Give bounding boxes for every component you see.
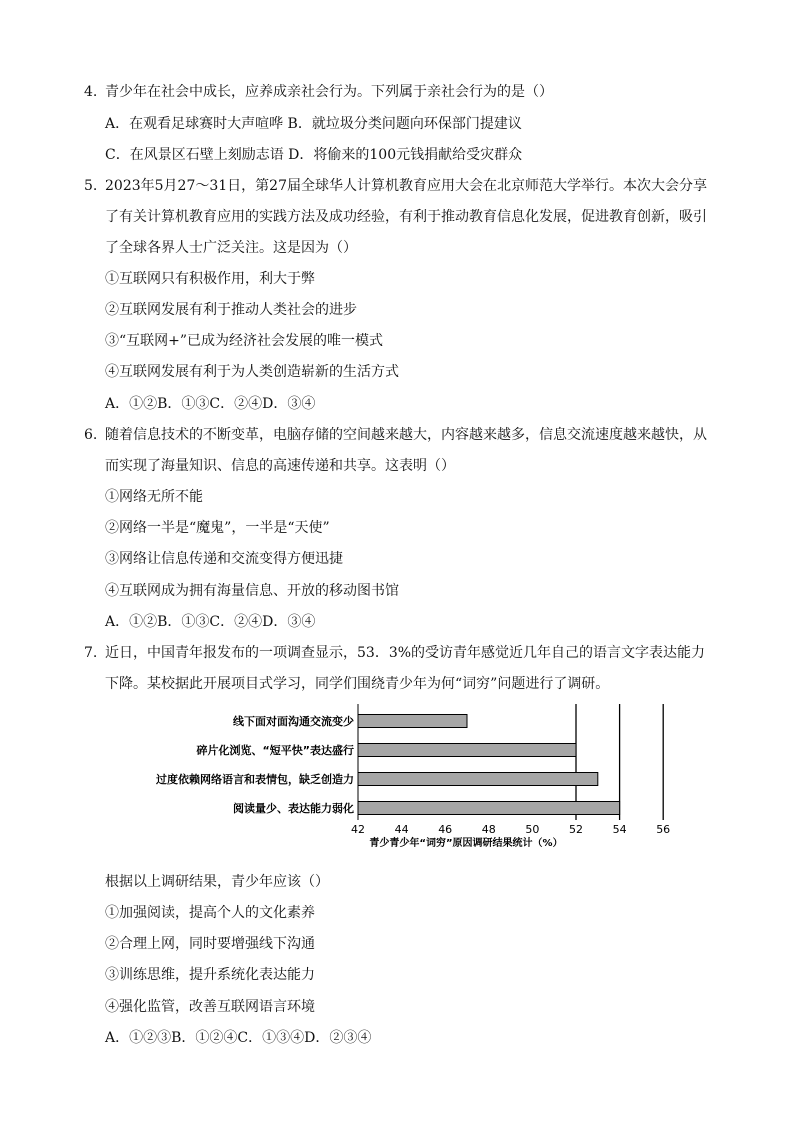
q7-stem-line-1: 7. 近日，中国青年报发布的一项调查显示，53．3%的受访青年感觉近几年自己的语言文字表达能力 [84, 645, 706, 661]
chart-x-tick-label: 52 [569, 823, 583, 836]
q4-options-cd: C．在风景区石壁上刻励志语 D．将偷来的100元钱捐献给受灾群众 [105, 147, 523, 163]
chart-category-label: 阅读量少、表达能力弱化 [233, 802, 354, 815]
q5-stem-line-3: 了全球各界人士广泛关注。这是因为（） [105, 240, 357, 256]
q5-options: A．①②B．①③C．②④D．③④ [105, 396, 316, 412]
chart-x-axis-title: 青少青少年“词穷”原因调研结果统计（%） [369, 838, 563, 849]
q5-statement-2: ②互联网发展有利于推动人类社会的进步 [105, 302, 357, 318]
chart-bar [358, 773, 598, 786]
q5-number: 5. [84, 178, 98, 194]
q6-statement-4: ④互联网成为拥有海量信息、开放的移动图书馆 [105, 583, 399, 599]
q7-prompt: 根据以上调研结果，青少年应该（） [105, 874, 329, 890]
chart-bar [358, 715, 467, 728]
chart-category-label: 过度依赖网络语言和表情包，缺乏创造力 [156, 773, 354, 786]
q5-stem-line-2: 了有关计算机教育应用的实践方法及成功经验，有利于推动教育信息化发展，促进教育创新，吸引 [105, 209, 707, 225]
chart-x-tick-label: 46 [438, 823, 453, 836]
survey-bar-chart [136, 700, 676, 852]
chart-x-tick-label: 56 [656, 823, 671, 836]
q6-stem-line-2: 而实现了海量知识、信息的高速传递和共享。这表明（） [105, 458, 455, 474]
q5-stem-line-1: 5. 2023年5月27～31日，第27届全球华人计算机教育应用大会在北京师范大学举行。本次大会分享 [84, 178, 707, 194]
q6-number: 6. [84, 427, 98, 443]
chart-category-label: 碎片化浏览、“短平快”表达盛行 [196, 744, 354, 757]
q6-statement-1: ①网络无所不能 [105, 489, 203, 505]
q5-statement-4: ④互联网发展有利于为人类创造崭新的生活方式 [105, 364, 399, 380]
q6-statement-2: ②网络一半是“魔鬼”，一半是“天使” [105, 520, 330, 536]
chart-x-tick-label: 50 [525, 823, 540, 836]
q7-statement-3: ③训练思维，提升系统化表达能力 [105, 967, 315, 983]
q7-number: 7. [84, 645, 98, 661]
chart-x-tick-label: 42 [351, 823, 365, 836]
chart-category-label: 线下面对面沟通交流变少 [233, 715, 354, 728]
chart-x-tick-label: 48 [481, 823, 496, 836]
q6-statement-3: ③网络让信息传递和交流变得方便迅捷 [105, 551, 343, 567]
q7-statement-4: ④强化监管，改善互联网语言环境 [105, 999, 315, 1015]
q7-options: A．①②③B．①②④C．①③④D．②③④ [105, 1030, 372, 1046]
q6-stem-line-1: 6. 随着信息技术的不断变革，电脑存储的空间越来越大，内容越来越多，信息交流速度越来越快，从 [84, 427, 707, 443]
chart-bar [358, 802, 620, 815]
q4-number: 4. [84, 84, 98, 100]
q7-statement-2: ②合理上网，同时要增强线下沟通 [105, 936, 315, 952]
q4-stem: 4. 青少年在社会中成长，应养成亲社会行为。下列属于亲社会行为的是（） [84, 84, 553, 100]
q5-statement-3: ③“互联网+”已成为经济社会发展的唯一模式 [105, 333, 384, 349]
chart-bar [358, 744, 576, 757]
q5-statement-1: ①互联网只有积极作用，利大于弊 [105, 271, 315, 287]
q6-options: A．①②B．①③C．②④D．③④ [105, 614, 316, 630]
q4-options-ab: A．在观看足球赛时大声喧哗 B．就垃圾分类问题向环保部门提建议 [105, 116, 522, 132]
chart-x-tick-label: 54 [612, 823, 627, 836]
q7-stem-line-2: 下降。某校据此开展项目式学习，同学们围绕青少年为何“词穷”问题进行了调研。 [105, 676, 610, 692]
q7-statement-1: ①加强阅读，提高个人的文化素养 [105, 905, 315, 921]
chart-x-tick-label: 44 [394, 823, 409, 836]
